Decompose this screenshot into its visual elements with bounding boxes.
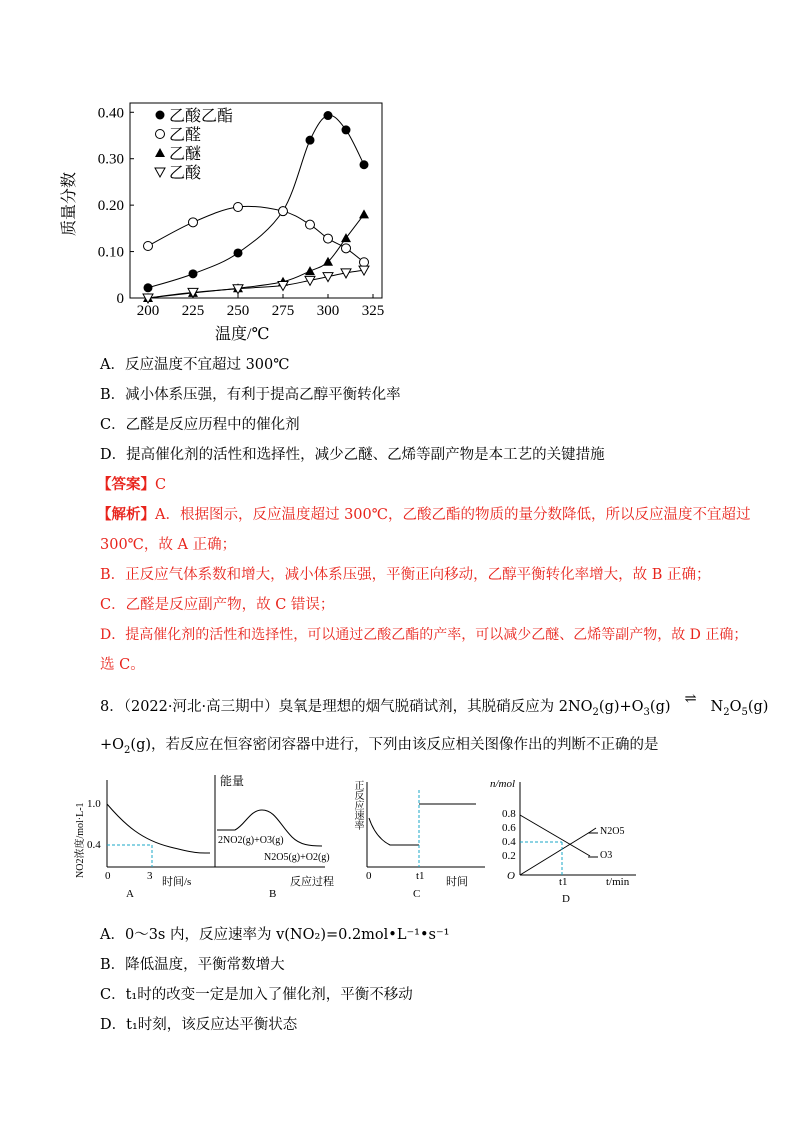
- x-axis-label: 温度/℃: [215, 326, 270, 343]
- data-point-acetaldehyde: [324, 234, 333, 243]
- data-point-ethyl-acetate: [342, 125, 351, 134]
- panel-d-ytick-1: 0.8: [502, 808, 516, 820]
- panel-b-reactants: 2NO2(g)+O3(g): [218, 835, 284, 846]
- panel-d-xtick-1: O: [507, 870, 515, 882]
- y-tick-label: 0.40: [97, 105, 124, 122]
- data-point-acetaldehyde: [306, 220, 315, 229]
- series-line-2: [148, 214, 364, 298]
- analysis-line-1: 【解析】A．根据图示，反应温度超过 300℃，乙酸乙酯的物质的量分数降低，所以反应温度不宜超过: [97, 506, 751, 523]
- panel-d-ylabel: n/mol: [490, 778, 516, 790]
- y-tick-label: 0.20: [97, 198, 124, 215]
- x-tick-label: 275: [271, 303, 295, 319]
- panel-d-ytick-4: 0.2: [502, 850, 516, 862]
- data-point-ethyl-acetate: [189, 269, 198, 278]
- panel-a-xtick-2: 3: [147, 870, 153, 882]
- data-point-ethyl-acetate: [360, 160, 369, 169]
- q8-number: 8．: [100, 699, 124, 715]
- data-point-acetaldehyde: [234, 203, 243, 212]
- equilibrium-arrow-icon: ⇌: [684, 691, 697, 707]
- panel-label-a: A: [126, 888, 134, 900]
- q8-option-b: B．降低温度，平衡常数增大: [100, 957, 285, 973]
- data-point-acetaldehyde: [279, 207, 288, 216]
- legend-label: 乙酸乙酯: [169, 108, 234, 125]
- analysis-line-6: 选 C。: [100, 657, 145, 673]
- data-point-ether: [305, 266, 315, 275]
- series-line-1: [148, 206, 364, 262]
- q8-option-c: C．t₁时的改变一定是加入了催化剂，平衡不移动: [100, 987, 413, 1003]
- data-point-ether: [359, 209, 369, 218]
- panel-b-products: N2O5(g)+O2(g): [264, 852, 330, 863]
- q8-option-d: D．t₁时刻，该反应达平衡状态: [100, 1017, 298, 1033]
- panel-label-c: C: [413, 888, 421, 900]
- answer-line: [97, 475, 166, 495]
- panel-d-n2o5-line: [520, 832, 590, 875]
- panel-a-curve: [107, 804, 210, 853]
- panel-a-xlabel: 时间/s: [162, 876, 192, 888]
- panel-d-xlabel: t/min: [606, 876, 630, 888]
- answer-tag: 【答案】: [97, 476, 155, 493]
- y-axis-label: 质量分数: [61, 171, 78, 236]
- panel-a-ytick-1: 1.0: [87, 798, 101, 810]
- analysis-line-5: D．提高催化剂的活性和选择性，可以通过乙酸乙酯的产率，可以减少乙醚、乙烯等副产物，故 D 正确；: [100, 627, 748, 643]
- data-point-ethyl-acetate: [324, 111, 333, 120]
- q8-option-a: A．0～3s 内，反应速率为 v(NO₂)=0.2mol•L⁻¹•s⁻¹: [100, 927, 450, 943]
- legend-marker: [156, 130, 165, 139]
- panel-b-ylabel: 能量: [220, 774, 245, 788]
- panel-label-d: D: [562, 893, 570, 905]
- data-point-ethyl-acetate: [144, 283, 153, 292]
- panel-c-xtick-2: t1: [416, 870, 425, 882]
- legend-marker: [155, 168, 165, 177]
- panel-d-legend-n2o5: N2O5: [600, 826, 625, 837]
- legend-label: 乙酸: [169, 165, 202, 182]
- panel-d-o3-line: [520, 815, 590, 856]
- panel-d-legend-o3: O3: [600, 850, 613, 861]
- panel-d-ytick-2: 0.6: [502, 822, 516, 834]
- panel-c-xlabel: 时间: [446, 876, 468, 888]
- x-tick-label: 325: [361, 303, 385, 319]
- data-point-ether: [341, 233, 351, 242]
- analysis-line-4: C．乙醛是反应副产物，故 C 错误；: [100, 597, 335, 613]
- data-point-acetaldehyde: [144, 242, 153, 251]
- panel-c-xtick-1: 0: [366, 870, 372, 882]
- q7-option-a: A．反应温度不宜超过 300℃: [100, 357, 290, 373]
- legend-label: 乙醚: [169, 146, 202, 163]
- x-tick-label: 225: [181, 303, 205, 319]
- panel-label-b: B: [269, 888, 277, 900]
- q7-chart: [60, 95, 420, 350]
- q8-source: （2022·河北·高三期中）: [123, 699, 279, 715]
- panel-a-xtick-1: 0: [105, 870, 111, 882]
- data-point-acetaldehyde: [360, 258, 369, 267]
- y-tick-label: 0: [116, 291, 124, 307]
- q7-option-b: B．减小体系压强，有利于提高乙醇平衡转化率: [100, 387, 401, 403]
- legend-marker: [156, 111, 165, 120]
- panel-b-xlabel: 反应过程: [290, 876, 334, 888]
- panel-d-ytick-3: 0.4: [502, 836, 516, 848]
- panel-c-ylabel: 正反应速率: [352, 780, 363, 830]
- analysis-tag: 【解析】: [97, 506, 155, 523]
- analysis-line-2: 300℃，故 A 正确；: [100, 537, 237, 553]
- x-tick-label: 300: [316, 303, 340, 319]
- data-point-ethyl-acetate: [234, 248, 243, 257]
- data-point-acetaldehyde: [342, 244, 351, 253]
- panel-c-curve-1: [369, 818, 419, 845]
- legend-label: 乙醛: [169, 127, 202, 144]
- data-point-acetaldehyde: [189, 218, 198, 227]
- analysis-line-3: B．正反应气体系数和增大，减小体系压强，平衡正向移动，乙醇平衡转化率增大，故 B 正确；: [100, 567, 711, 583]
- panel-d-xtick-2: t1: [559, 876, 568, 888]
- x-tick-label: 250: [226, 303, 250, 319]
- x-tick-label: 200: [136, 303, 160, 319]
- q8-stem-line-2: $+O_2(g)$，若反应在恒容密闭容器中进行，下列由该反应相关图像作出的判断不正确的是: [100, 737, 659, 756]
- data-point-ethyl-acetate: [306, 136, 315, 145]
- y-tick-label: 0.10: [97, 244, 124, 261]
- panel-a-ytick-2: 0.4: [87, 839, 101, 851]
- answer-value: C: [155, 477, 167, 493]
- q7-option-c: C．乙醛是反应历程中的催化剂: [100, 417, 300, 433]
- legend-marker: [155, 148, 165, 157]
- q8-stem-line-1: 8．（2022·河北·高三期中）臭氧是理想的烟气脱硝试剂，其脱硝反应为 $2NO_2(g)+O_3(g)$ ⇌ $N_2O_5(g)$: [100, 691, 769, 718]
- y-tick-label: 0.30: [97, 151, 124, 168]
- q7-option-d: D．提高催化剂的活性和选择性，减少乙醚、乙烯等副产物是本工艺的关键措施: [100, 447, 605, 463]
